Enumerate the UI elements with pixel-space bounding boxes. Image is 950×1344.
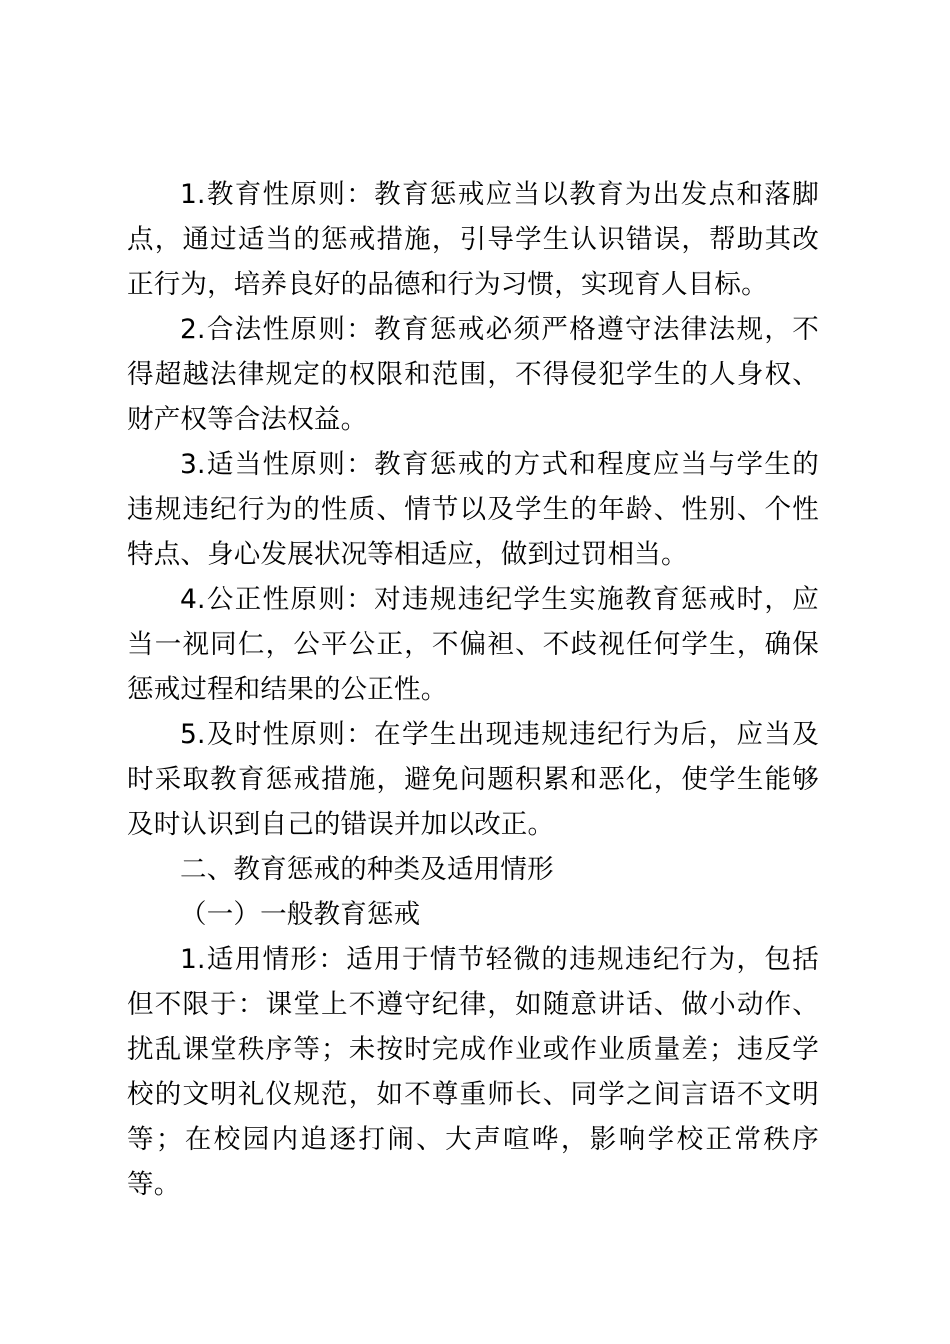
subsection-heading: （一）一般教育惩戒 xyxy=(180,899,421,930)
principle-timeliness-paragraph: 5.及时性原则：在学生出现违规违纪行为后，应当及时采取教育惩戒措施，避免问题积累和恶化，使学生能够及时认识到自己的错误并加以改正。 xyxy=(127,719,819,840)
section-heading: 二、教育惩戒的种类及适用情形 xyxy=(180,854,554,885)
principle-fairness-paragraph: 4.公正性原则：对违规违纪学生实施教育惩戒时，应当一视同仁，公平公正，不偏袒、不歧视任何学生，确保惩戒过程和结果的公正性。 xyxy=(127,584,819,705)
principle-education-paragraph: 1.教育性原则：教育惩戒应当以教育为出发点和落脚点，通过适当的惩戒措施，引导学生认识错误，帮助其改正行为，培养良好的品德和行为习惯，实现育人目标。 xyxy=(127,179,819,300)
principle-legality-paragraph: 2.合法性原则：教育惩戒必须严格遵守法律法规，不得超越法律规定的权限和范围，不得侵犯学生的人身权、财产权等合法权益。 xyxy=(127,314,819,435)
principle-appropriateness-paragraph: 3.适当性原则：教育惩戒的方式和程度应当与学生的违规违纪行为的性质、情节以及学生的年龄、性别、个性特点、身心发展状况等相适应，做到过罚相当。 xyxy=(127,449,819,570)
applicable-situations-paragraph: 1.适用情形：适用于情节轻微的违规违纪行为，包括但不限于：课堂上不遵守纪律，如随意讲话、做小动作、扰乱课堂秩序等；未按时完成作业或作业质量差；违反学校的文明礼仪规范，如不尊重师长、同学之间言语不文明等；在校园内追逐打闹、大声喧哗，影响学校正常秩序等。 xyxy=(127,944,819,1200)
document-body xyxy=(127,172,819,1207)
